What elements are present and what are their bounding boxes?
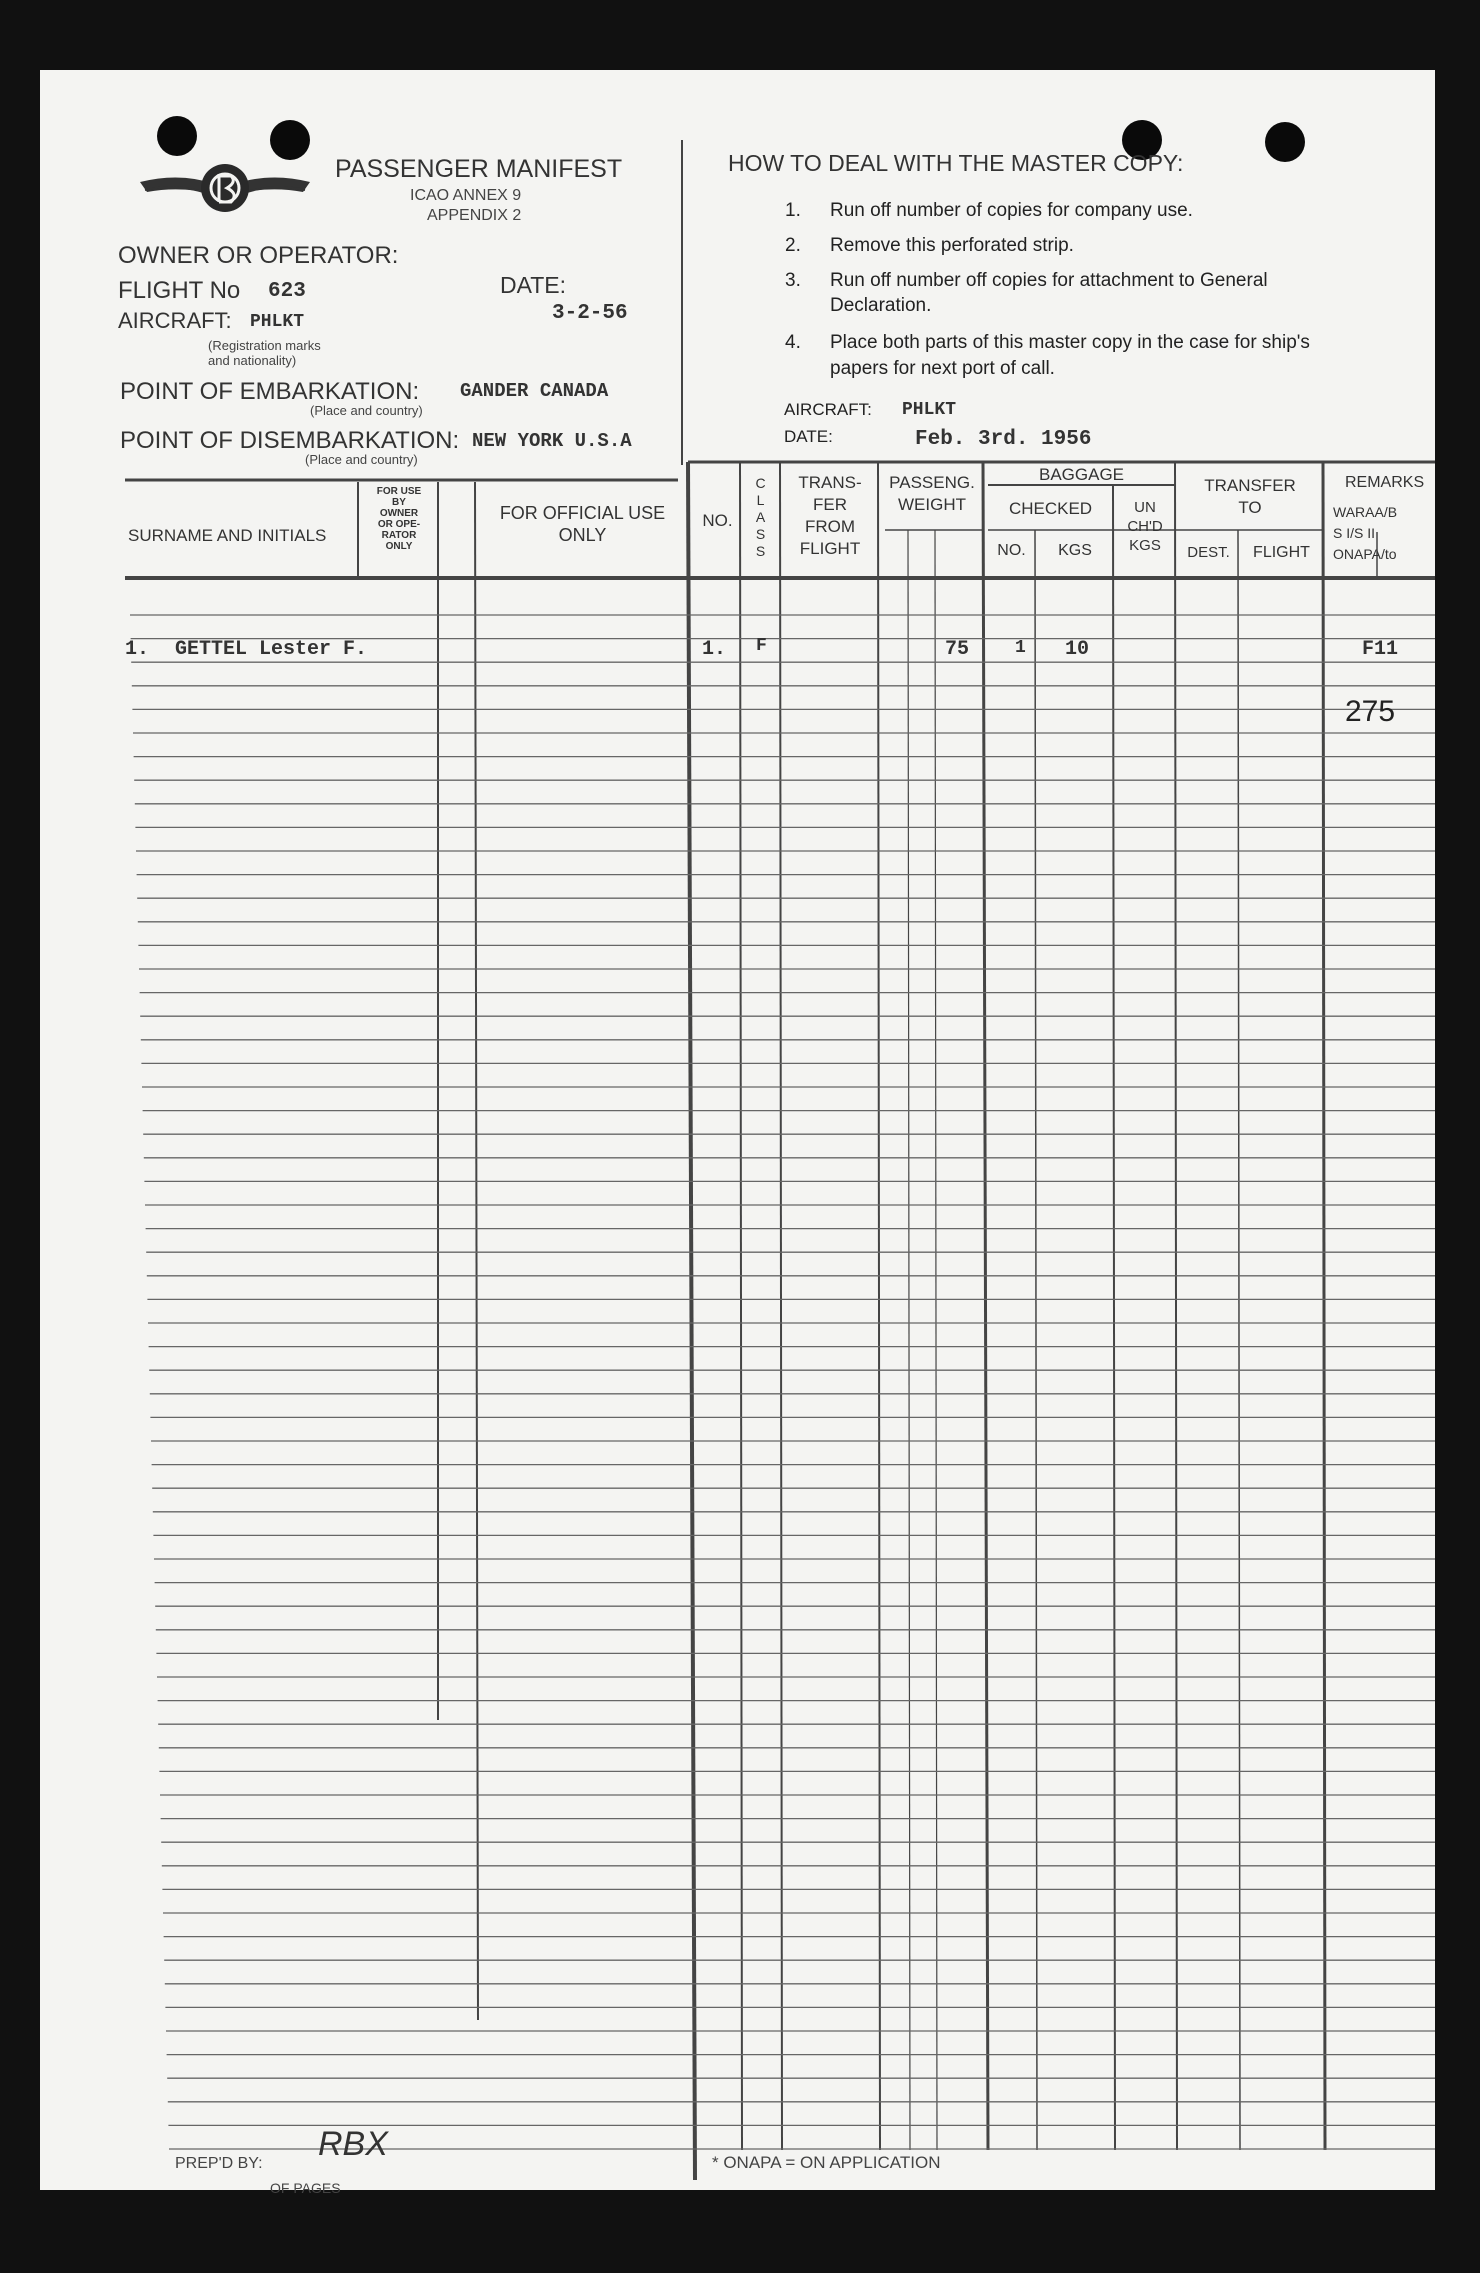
prepared-by-initials: RBX xyxy=(318,2125,388,2163)
instructions-title: HOW TO DEAL WITH THE MASTER COPY: xyxy=(728,150,1184,176)
disembark-label: POINT OF DISEMBARKATION: xyxy=(120,427,460,454)
row-remarks: F11 xyxy=(1362,638,1399,661)
disembark-value: NEW YORK U.S.A xyxy=(472,430,632,452)
instruction-text: Remove this perforated strip. xyxy=(830,235,1074,256)
date-label-right: DATE: xyxy=(784,427,833,446)
page-title: PASSENGER MANIFEST xyxy=(335,155,623,183)
flight-value: 623 xyxy=(268,280,306,303)
col-checked: CHECKED xyxy=(1008,499,1093,518)
prepared-by-label: PREP'D BY: xyxy=(175,2155,263,2172)
header-subtitle: APPENDIX 2 xyxy=(427,207,522,224)
aircraft-value: PHLKT xyxy=(250,312,305,332)
col-remarks-codes: WARAA/B S I/S II ONAPA/to xyxy=(1333,504,1398,562)
col-class: C L A S S xyxy=(755,475,766,559)
col-checked-no: NO. xyxy=(997,542,1026,559)
disembark-note: (Place and country) xyxy=(305,452,418,467)
col-surname: SURNAME AND INITIALS xyxy=(128,526,327,545)
owner-label: OWNER OR OPERATOR: xyxy=(118,242,399,269)
flight-label: FLIGHT No xyxy=(118,277,241,304)
embark-note: (Place and country) xyxy=(310,403,423,418)
col-passeng-weight: PASSENG. WEIGHT xyxy=(889,473,975,514)
row-checked-kgs: 10 xyxy=(1065,638,1090,661)
instruction-text: Place both parts of this master copy in the case for ship's xyxy=(830,332,1310,353)
total-remarks: 275 xyxy=(1345,695,1396,728)
header-subtitle: ICAO ANNEX 9 xyxy=(410,187,522,204)
manifest-sheet xyxy=(40,70,1435,2196)
row-name: GETTEL Lester F. xyxy=(175,638,368,661)
instruction-text: Declaration. xyxy=(830,295,932,316)
col-transfer-from: TRANS- FER FROM FLIGHT xyxy=(798,473,862,558)
aircraft-note: (Registration marks xyxy=(208,338,321,353)
row-index: 1. xyxy=(125,638,150,661)
instruction-text: Run off number off copies for attachment to General xyxy=(830,270,1268,291)
col-for-use: FOR USE BY OWNER OR OPE- RATOR ONLY xyxy=(376,486,422,552)
instruction-num: 3. xyxy=(785,270,801,291)
row-class: F xyxy=(756,636,767,656)
aircraft-note: and nationality) xyxy=(208,353,297,368)
date-label: DATE: xyxy=(500,272,567,298)
instruction-num: 4. xyxy=(785,332,801,353)
date-value-right: Feb. 3rd. 1956 xyxy=(915,428,1092,451)
instruction-text: Run off number of copies for company use. xyxy=(830,200,1193,221)
instruction-text: papers for next port of call. xyxy=(830,358,1055,379)
date-value: 3-2-56 xyxy=(552,302,628,325)
col-transfer-to: TRANSFER TO xyxy=(1204,476,1296,517)
row-checked-no: 1 xyxy=(1015,638,1026,658)
col-baggage: BAGGAGE xyxy=(1038,465,1125,484)
col-no: NO. xyxy=(702,511,733,530)
row-no: 1. xyxy=(702,638,727,661)
col-dest: DEST. xyxy=(1187,544,1230,561)
col-remarks: REMARKS xyxy=(1345,474,1425,491)
col-unchd: UN CH'D KGS xyxy=(1127,499,1163,554)
aircraft-label-right: AIRCRAFT: xyxy=(784,400,872,419)
aircraft-value-right: PHLKT xyxy=(902,400,957,420)
aircraft-label: AIRCRAFT: xyxy=(118,308,232,333)
instruction-num: 1. xyxy=(785,200,801,221)
col-checked-kgs: KGS xyxy=(1058,542,1092,559)
pages-label: OF PAGES xyxy=(270,2180,341,2196)
instruction-num: 2. xyxy=(785,235,801,256)
col-flight: FLIGHT xyxy=(1253,544,1310,561)
row-weight: 75 xyxy=(945,638,970,661)
footer-note: * ONAPA = ON APPLICATION xyxy=(712,2153,941,2172)
manifest-grid xyxy=(40,70,1435,2190)
embark-label: POINT OF EMBARKATION: xyxy=(120,378,420,405)
col-official: FOR OFFICIAL USE ONLY xyxy=(499,503,666,545)
embark-value: GANDER CANADA xyxy=(460,380,609,402)
